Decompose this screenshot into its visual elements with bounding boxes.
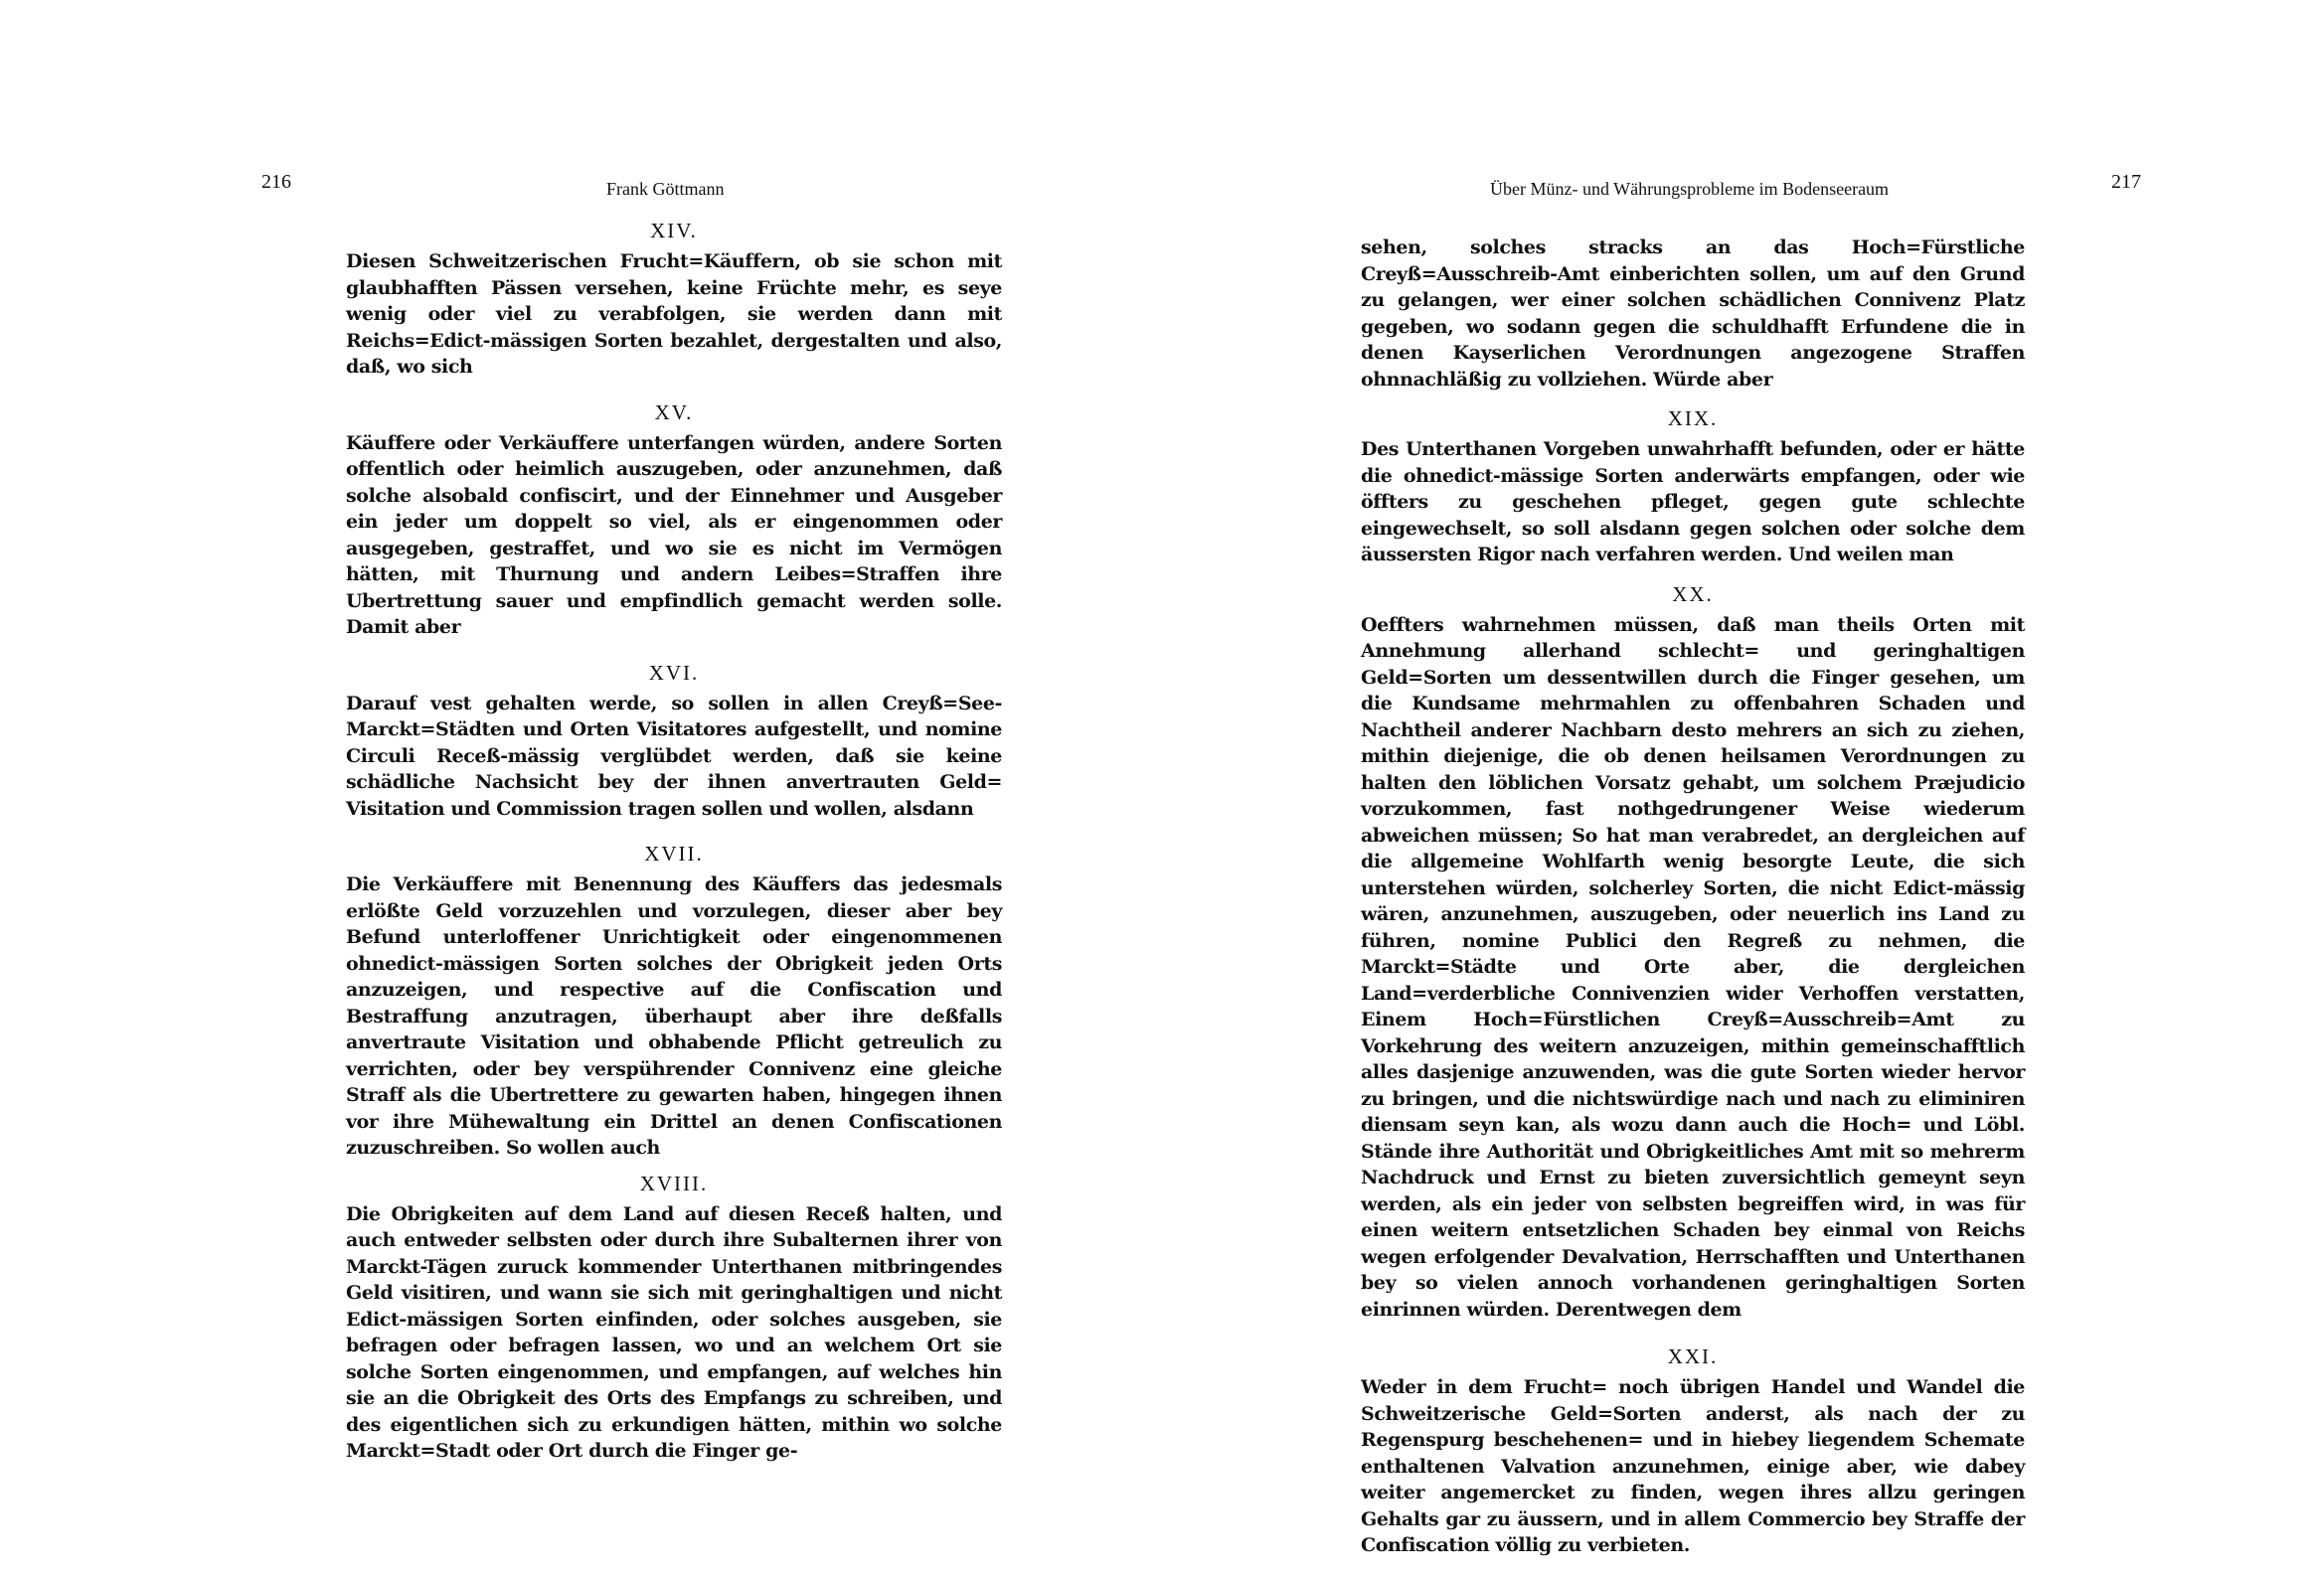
section-text: Die Verkäuffere mit Benennung des Käuffers das jedesmals erlößte Geld vorzuzehlen und vorzulegen, dieser aber bey Befund unterloffener Unrichtigkeit oder eingenommenen ohnedict-mässigen Sorten solches der Obrigkeit jeden Orts anzuzeigen, und respective auf die Confiscation und Bestraffung anzutragen, überhaupt aber ihre deßfalls anvertraute Visitation und obhabende Pflicht getreulich zu verrichten, oder bey verspührender Connivenz eine gleiche Straff als die Ubertrettere zu gewarten haben, hingegen ihnen vor ihre Mühewaltung ein Drittel an denen Confiscationen zuzuschreiben. So wollen auch bbox=[346, 873, 1002, 1159]
section-text: Darauf vest gehalten werde, so sollen in allen Creyß=See-Marckt=Städten und Orten Visitatores aufgestellt, und nomine Circuli Receß-mässig verglübdet werden, daß sie keine schädliche Nachsicht bey der ihnen anvertrauten Geld= Visitation und Commission tragen sollen und wollen, alsdann bbox=[346, 692, 1002, 820]
section-text: Käuffere oder Verkäuffere unterfangen würden, andere Sorten offentlich oder heimlich auszugeben, oder anzunehmen, daß solche alsobald confiscirt, und der Einnehmer und Ausgeber ein jeder um doppelt so viel, als er eingenommen oder ausgegeben, gestraffet, und wo sie es nicht im Vermögen hätten, mit Thurnung und andern Leibes=Straffen ihre Ubertrettung sauer und empfindlich gemacht werden solle. Damit aber bbox=[346, 431, 1002, 638]
section-xxi bbox=[1361, 1344, 2025, 1559]
section-text: Diesen Schweitzerischen Frucht=Käuffern, ob sie schon mit glaubhafften Pässen versehen, keine Früchte mehr, es seye wenig oder viel zu verabfolgen, sie werden dann mit Reichs=Edict-mässigen Sorten bezahlet, dergestalten und also, daß, wo sich bbox=[346, 250, 1002, 378]
section-xv bbox=[346, 400, 1002, 641]
section-heading: XVI. bbox=[648, 660, 700, 685]
section-heading: XXI. bbox=[1667, 1344, 1719, 1368]
running-head: Frank Göttmann bbox=[606, 179, 725, 199]
section-heading: XVII. bbox=[644, 842, 704, 866]
section-xvii bbox=[346, 842, 1002, 1162]
section-text: Oeffters wahrnehmen müssen, daß man theils Orten mit Annehmung allerhand schlecht= und geringhaltigen Geld=Sorten um dessentwillen durch die Finger gesehen, um die Kundsame mehrmahlen zu offenbahren Schaden und Nachtheil anderer Nachbarn desto mehrers an sich zu ziehen, mithin diejenige, die ob denen heilsamen Verordnungen zu halten den löblichen Vorsatz gehabt, um solchem Præjudicio vorzukommen, fast nothgedrungener Weise wiederum abweichen müssen; So hat man verabredet, an dergleichen auf die allgemeine Wohlfarth wenig besorgte Leute, die sich unterstehen würden, solcherley Sorten, die nicht Edict-mässig wären, anzunehmen, auszugeben, oder neuerlich ins Land zu führen, nomine Publici den Regreß zu nehmen, die Marckt=Städte und Orte aber, die dergleichen Land=verderbliche Connivenzien wider Verhoffen verstatten, Einem Hoch=Fürstlichen Creyß=Ausschreib=Amt zu Vorkehrung des weitern anzuzeigen, mithin gemeinschafftlich alles dasjenige anzuwenden, was die gute Sorten wieder hervor zu bringen, und die nichtswürdige nach und nach zu eliminiren diensam seyn kan, als wozu dann auch die Hoch= und Löbl. Stände ihre Authorität und Obrigkeitliches Amt mit so mehrerm Nachdruck und Ernst zu bieten zuversichtlich gemeynt seyn werden, als ein jeder von selbsten begreiffen wird, in was für einen weitern entsetzlichen Schaden bey einmal von Reichs wegen erfolgender Devalvation, Herrschafften und Unterthanen bey so vielen annoch vorhandenen geringhaltigen Sorten einrinnen würden. Derentwegen dem bbox=[1361, 613, 2025, 1321]
running-head: Über Münz- und Währungsprobleme im Bodenseeraum bbox=[1490, 179, 1890, 199]
section-xiv bbox=[346, 219, 1002, 381]
section-text: Die Obrigkeiten auf dem Land auf diesen Receß halten, und auch entweder selbsten oder durch ihre Subalternen ihrer von Marckt-Tägen zuruck kommender Unterthanen mitbringendes Geld visitiren, und wann sie sich mit geringhaltigen und nicht Edict-mässigen Sorten einfinden, oder solches ausgeben, sie befragen oder befragen lassen, wo und an welchem Ort sie solche Sorten eingenommen, und empfangen, auf welches hin sie an die Obrigkeit des Orts des Empfangs zu schreiben, und des eigentlichen sich zu erkundigen hätten, mithin wo solche Marckt=Stadt oder Ort durch die Finger ge- bbox=[346, 1202, 1002, 1462]
section-continuation bbox=[1361, 235, 2025, 393]
section-heading: XIX. bbox=[1667, 406, 1719, 430]
section-text: Des Unterthanen Vorgeben unwahrhafft befunden, oder er hätte die ohnedict-mässige Sorten anderwärts empfangen, oder wie öffters zu geschehen pfleget, gegen gute schlechte eingewechselt, so soll alsdann gegen solchen oder solche dem äussersten Rigor nach verfahren werden. Und weilen man bbox=[1361, 438, 2025, 565]
section-text: sehen, solches stracks an das Hoch=Fürstliche Creyß=Ausschreib-Amt einberichten sollen, um auf den Grund zu gelangen, wer einer solchen schädlichen Connivenz Platz gegeben, wo sodann gegen die schuldhafft Erfundene die in denen Kayserlichen Verordnungen angezogene Straffen ohnnachläßig zu vollziehen. Würde aber bbox=[1361, 237, 2025, 391]
section-text: Weder in dem Frucht= noch übrigen Handel und Wandel die Schweitzerische Geld=Sorten anderst, als nach der zu Regenspurg beschehenen= und in hiebey liegendem Schemate enthaltenen Valvation anzunehmen, einige aber, wie dabey weiter angemercket zu finden, wegen ihres allzu geringen Gehalts gar zu äussern, und in allem Commercio bey Straffe der Confiscation völlig zu verbieten. bbox=[1361, 1376, 2025, 1556]
section-heading: XV. bbox=[654, 399, 694, 424]
page-body bbox=[346, 219, 1002, 1465]
page-number: 216 bbox=[261, 171, 291, 193]
page-body bbox=[1361, 235, 2025, 1559]
section-xvi bbox=[346, 661, 1002, 823]
section-heading: XIV. bbox=[650, 219, 698, 242]
section-xviii bbox=[346, 1172, 1002, 1465]
page-number: 217 bbox=[2111, 171, 2141, 193]
section-xix bbox=[1361, 406, 2025, 568]
section-xx bbox=[1361, 582, 2025, 1324]
right-page bbox=[1162, 0, 2324, 1577]
section-heading: XVIII. bbox=[639, 1171, 709, 1195]
section-heading: XX. bbox=[1672, 581, 1714, 606]
